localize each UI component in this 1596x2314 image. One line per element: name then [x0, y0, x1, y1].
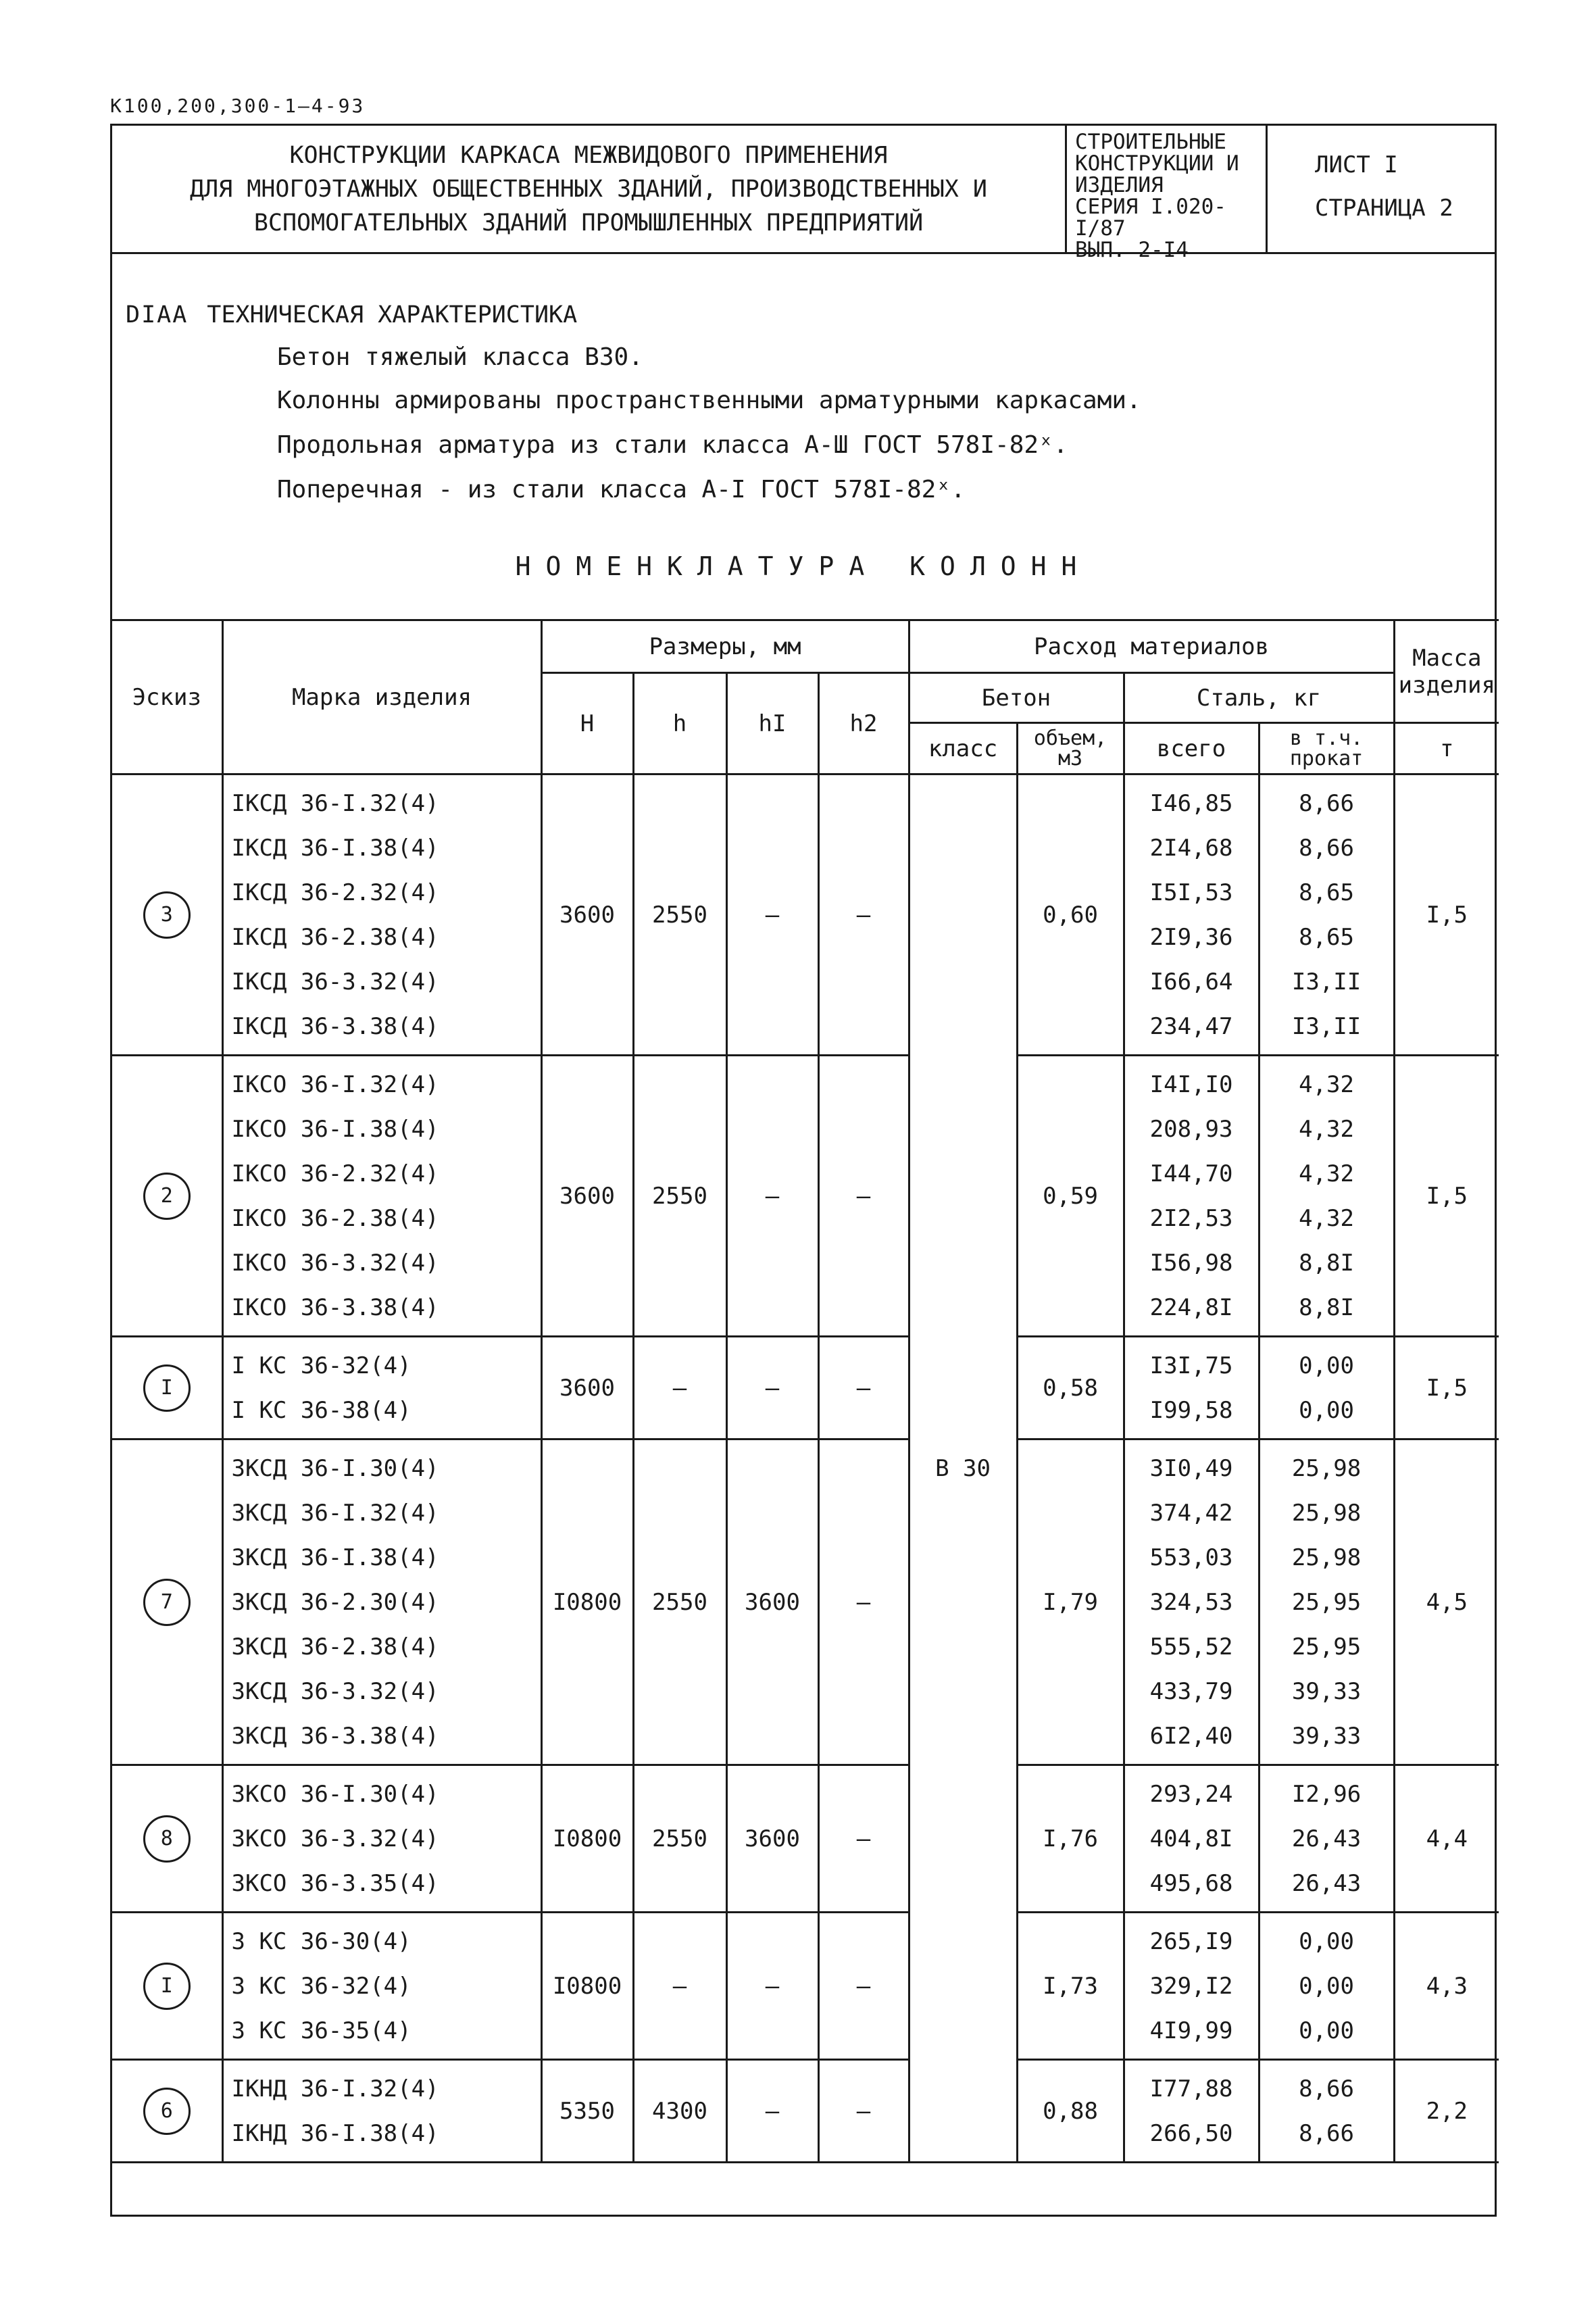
steel-rolled-cell [1259, 774, 1394, 1056]
steel-rolled: 4,32 [1299, 1160, 1354, 1187]
dim-h1: – [765, 901, 780, 929]
dim-h2-cell [818, 1337, 909, 1439]
dim-h2-cell [818, 774, 909, 1056]
product-mark: 3КСД 36-2.38(4) [231, 1633, 439, 1660]
concrete-volume: 0,60 [1043, 901, 1098, 929]
dim-h-cell [633, 1439, 726, 1765]
steel-rolled: 8,65 [1299, 923, 1354, 951]
steel-rolled: 0,00 [1299, 1396, 1354, 1424]
table-row [112, 1056, 1499, 1337]
dim-h1-cell [726, 1056, 818, 1337]
steel-total: 2I4,68 [1149, 834, 1233, 862]
steel-rolled-cell [1259, 2060, 1394, 2163]
mass-cell [1394, 2060, 1499, 2163]
steel-total: 433,79 [1149, 1677, 1233, 1705]
dim-h: – [672, 1374, 687, 1402]
spec-line: Продольная арматура из стали класса А-Ш ГОСТ 578I-82ˣ. [277, 431, 1068, 459]
steel-rolled: 0,00 [1299, 1927, 1354, 1955]
title-line: КОНСТРУКЦИИ КАРКАСА МЕЖВИДОВОГО ПРИМЕНЕНИЯ [289, 141, 888, 169]
steel-total: 329,I2 [1149, 1972, 1233, 2000]
sketch-cell [112, 1913, 222, 2060]
steel-rolled: 25,98 [1291, 1454, 1362, 1482]
dim-h1: – [765, 1374, 780, 1402]
steel-rolled: 25,98 [1291, 1499, 1362, 1527]
dim-h1-cell [726, 774, 818, 1056]
product-mark: I КС 36-32(4) [231, 1352, 412, 1379]
volume-cell [1017, 1056, 1124, 1337]
steel-total-cell [1124, 1337, 1259, 1439]
dim-h: 2550 [652, 1182, 707, 1210]
mass-cell [1394, 1765, 1499, 1913]
volume-cell [1017, 1913, 1124, 2060]
dim-h1-cell [726, 1337, 818, 1439]
steel-total: I5I,53 [1149, 879, 1233, 906]
sketch-number: 2 [143, 1173, 191, 1220]
product-mass: 2,2 [1426, 2097, 1468, 2125]
sketch-number: 8 [143, 1815, 191, 1863]
steel-total: 3I0,49 [1149, 1454, 1233, 1482]
marks-cell [222, 774, 541, 1056]
dim-h2: – [856, 2097, 871, 2125]
mass-cell [1394, 1056, 1499, 1337]
dim-H-cell [541, 1337, 633, 1439]
steel-total-cell [1124, 774, 1259, 1056]
header-mass-unit: т [1394, 723, 1499, 774]
concrete-class-cell [909, 774, 1017, 2163]
steel-total: I3I,75 [1149, 1352, 1233, 1379]
header-h: h [633, 673, 726, 774]
series-line: ИЗДЕЛИЯ [1075, 173, 1164, 197]
sketch-number: I [143, 1364, 191, 1412]
steel-rolled-cell [1259, 1765, 1394, 1913]
dim-h2: – [856, 1374, 871, 1402]
dim-h-cell [633, 1765, 726, 1913]
steel-rolled: 8,8I [1299, 1249, 1354, 1277]
product-mark: 3 КС 36-35(4) [231, 2017, 412, 2044]
steel-total-cell [1124, 1765, 1259, 1913]
dim-h-cell [633, 1913, 726, 2060]
product-mass: 4,5 [1426, 1588, 1468, 1616]
series-line: СЕРИЯ I.020-I/87 [1075, 195, 1226, 241]
steel-total: 234,47 [1149, 1012, 1233, 1040]
dim-H: I0800 [552, 1825, 622, 1852]
section-heading [126, 301, 577, 328]
product-mark: IКСО 36-I.38(4) [231, 1115, 439, 1143]
mass-cell [1394, 1337, 1499, 1439]
dim-h2-cell [818, 1913, 909, 2060]
dim-h1-cell [726, 1765, 818, 1913]
dim-h-cell [633, 774, 726, 1056]
steel-rolled: I2,96 [1291, 1780, 1362, 1808]
header-volume: объем, м3 [1017, 723, 1124, 774]
table-row [112, 1337, 1499, 1439]
product-mark: 3КСО 36-3.35(4) [231, 1869, 439, 1897]
steel-rolled-cell [1259, 1439, 1394, 1765]
steel-total-cell [1124, 1056, 1259, 1337]
marks-cell [222, 1765, 541, 1913]
dim-h2: – [856, 1182, 871, 1210]
header-steel: Сталь, кг [1124, 673, 1394, 723]
product-mark: IКСД 36-3.32(4) [231, 968, 439, 995]
dim-H: I0800 [552, 1972, 622, 2000]
product-mark: IКНД 36-I.32(4) [231, 2075, 439, 2102]
dim-H-cell [541, 1439, 633, 1765]
dim-H-cell [541, 1913, 633, 2060]
dim-h1: – [765, 2097, 780, 2125]
dim-h-cell [633, 2060, 726, 2163]
table-row [112, 1913, 1499, 2060]
series-block [1065, 126, 1268, 262]
dim-h1: 3600 [745, 1588, 800, 1616]
steel-total: 2I2,53 [1149, 1204, 1233, 1232]
dim-h: 2550 [652, 1825, 707, 1852]
product-mark: IКСД 36-2.32(4) [231, 879, 439, 906]
dim-h-cell [633, 1337, 726, 1439]
mass-cell [1394, 774, 1499, 1056]
volume-cell [1017, 774, 1124, 1056]
product-mark: IКСД 36-I.38(4) [231, 834, 439, 862]
steel-rolled: 4,32 [1299, 1204, 1354, 1232]
title-line: ВСПОМОГАТЕЛЬНЫХ ЗДАНИЙ ПРОМЫШЛЕННЫХ ПРЕДПРИЯТИЙ [253, 209, 924, 237]
spec-line: Колонны армированы пространственными арматурными каркасами. [277, 387, 1141, 414]
sketch-number: I [143, 1963, 191, 2010]
product-mark: 3КСО 36-3.32(4) [231, 1825, 439, 1852]
product-mark: IКСО 36-2.38(4) [231, 1204, 439, 1232]
product-mark: IКСО 36-I.32(4) [231, 1070, 439, 1098]
table-body [112, 774, 1499, 2163]
steel-total: I66,64 [1149, 968, 1233, 995]
volume-cell [1017, 1765, 1124, 1913]
steel-total: 208,93 [1149, 1115, 1233, 1143]
table-row [112, 1439, 1499, 1765]
steel-total: 293,24 [1149, 1780, 1233, 1808]
steel-total-cell [1124, 1439, 1259, 1765]
sketch-cell [112, 2060, 222, 2163]
nomenclature-table [112, 619, 1499, 2163]
table-row [112, 1765, 1499, 1913]
steel-rolled: 26,43 [1291, 1869, 1362, 1897]
dim-h2-cell [818, 2060, 909, 2163]
steel-total: 555,52 [1149, 1633, 1233, 1660]
steel-total: 4I9,99 [1149, 2017, 1233, 2044]
header-H: H [541, 673, 633, 774]
product-mass: 4,3 [1426, 1972, 1468, 2000]
steel-rolled: 26,43 [1291, 1825, 1362, 1852]
header-class: класс [909, 723, 1017, 774]
concrete-volume: I,76 [1043, 1825, 1098, 1852]
header-rolled: в т.ч. прокат [1259, 723, 1394, 774]
steel-rolled: 0,00 [1299, 2017, 1354, 2044]
product-mark: 3 КС 36-32(4) [231, 1972, 412, 2000]
product-mark: 3КСД 36-2.30(4) [231, 1588, 439, 1616]
steel-rolled: 8,66 [1299, 2119, 1354, 2147]
concrete-volume: I,73 [1043, 1972, 1098, 2000]
nomenclature-title: НОМЕНКЛАТУРА КОЛОНН [515, 551, 1092, 581]
steel-rolled: 8,66 [1299, 834, 1354, 862]
dim-h2: – [856, 901, 871, 929]
sketch-cell [112, 1337, 222, 1439]
concrete-volume: 0,58 [1043, 1374, 1098, 1402]
volume-cell [1017, 1439, 1124, 1765]
section-mark: DIAA [126, 301, 189, 328]
dim-h2: – [856, 1972, 871, 2000]
product-mark: 3КСД 36-I.30(4) [231, 1454, 439, 1482]
concrete-volume: 0,88 [1043, 2097, 1098, 2125]
product-mark: IКСО 36-3.38(4) [231, 1294, 439, 1321]
spec-line: Бетон тяжелый класса В30. [277, 343, 643, 371]
dim-h1-cell [726, 1439, 818, 1765]
steel-rolled: 0,00 [1299, 1972, 1354, 2000]
header-concrete: Бетон [909, 673, 1124, 723]
dim-h2-cell [818, 1056, 909, 1337]
steel-total: 495,68 [1149, 1869, 1233, 1897]
table-row [112, 774, 1499, 1056]
dim-h: – [672, 1972, 687, 2000]
steel-rolled: 25,95 [1291, 1588, 1362, 1616]
steel-rolled: 0,00 [1299, 1352, 1354, 1379]
sketch-number: 7 [143, 1579, 191, 1626]
volume-cell [1017, 2060, 1124, 2163]
header-consumption: Расход материалов [909, 620, 1394, 673]
dim-h1-cell [726, 2060, 818, 2163]
marks-cell [222, 1439, 541, 1765]
title-block [112, 126, 1495, 262]
dim-h1: – [765, 1182, 780, 1210]
product-mass: I,5 [1426, 1182, 1468, 1210]
title-line: ДЛЯ МНОГОЭТАЖНЫХ ОБЩЕСТВЕННЫХ ЗДАНИЙ, ПРОИЗВОДСТВЕННЫХ И [189, 175, 988, 203]
header-total: всего [1124, 723, 1259, 774]
dim-H: I0800 [552, 1588, 622, 1616]
product-mark: 3КСД 36-3.32(4) [231, 1677, 439, 1705]
steel-rolled: 8,65 [1299, 879, 1354, 906]
steel-total: 324,53 [1149, 1588, 1233, 1616]
series-line: СТРОИТЕЛЬНЫЕ [1075, 130, 1226, 154]
dim-h: 2550 [652, 901, 707, 929]
steel-rolled: 4,32 [1299, 1070, 1354, 1098]
dim-H: 5350 [559, 2097, 615, 2125]
volume-cell [1017, 1337, 1124, 1439]
steel-total: 404,8I [1149, 1825, 1233, 1852]
steel-rolled-cell [1259, 1913, 1394, 2060]
product-mark: 3КСО 36-I.30(4) [231, 1780, 439, 1808]
product-mark: 3КСД 36-3.38(4) [231, 1722, 439, 1750]
drawing-frame [110, 124, 1497, 2217]
dim-H-cell [541, 1765, 633, 1913]
dim-H-cell [541, 1056, 633, 1337]
steel-total: I99,58 [1149, 1396, 1233, 1424]
dim-h-cell [633, 1056, 726, 1337]
document-code: К100,200,300-1—4-93 [110, 95, 366, 117]
steel-rolled: 39,33 [1291, 1677, 1362, 1705]
marks-cell [222, 1913, 541, 2060]
sheet-block [1268, 126, 1495, 252]
header-h2: h2 [818, 673, 909, 774]
dim-H-cell [541, 2060, 633, 2163]
steel-total: 2I9,36 [1149, 923, 1233, 951]
header-mark: Марка изделия [222, 620, 541, 774]
document-title [112, 126, 1065, 252]
steel-total-cell [1124, 2060, 1259, 2163]
dim-h: 4300 [652, 2097, 707, 2125]
table-row [112, 2060, 1499, 2163]
dim-H: 3600 [559, 901, 615, 929]
dim-h2: – [856, 1588, 871, 1616]
marks-cell [222, 2060, 541, 2163]
dim-H-cell [541, 774, 633, 1056]
series-line: КОНСТРУКЦИИ И [1075, 151, 1239, 176]
product-mark: IКСО 36-2.32(4) [231, 1160, 439, 1187]
sheet-number: ЛИСТ I [1315, 151, 1398, 178]
steel-total: 224,8I [1149, 1294, 1233, 1321]
section-title: ТЕХНИЧЕСКАЯ ХАРАКТЕРИСТИКА [207, 301, 578, 328]
steel-rolled: 4,32 [1299, 1115, 1354, 1143]
product-mark: 3КСД 36-I.38(4) [231, 1544, 439, 1571]
steel-rolled: 39,33 [1291, 1722, 1362, 1750]
product-mark: IКСД 36-2.38(4) [231, 923, 439, 951]
mass-cell [1394, 1913, 1499, 2060]
steel-total: I4I,I0 [1149, 1070, 1233, 1098]
dim-h1: 3600 [745, 1825, 800, 1852]
marks-cell [222, 1337, 541, 1439]
steel-total: 374,42 [1149, 1499, 1233, 1527]
steel-total: I46,85 [1149, 789, 1233, 817]
dim-h1-cell [726, 1913, 818, 2060]
steel-rolled-cell [1259, 1056, 1394, 1337]
dim-H: 3600 [559, 1182, 615, 1210]
steel-rolled-cell [1259, 1337, 1394, 1439]
dim-h: 2550 [652, 1588, 707, 1616]
mass-cell [1394, 1439, 1499, 1765]
header-sketch: Эскиз [112, 620, 222, 774]
sketch-cell [112, 1765, 222, 1913]
steel-total: 266,50 [1149, 2119, 1233, 2147]
product-mark: 3КСД 36-I.32(4) [231, 1499, 439, 1527]
steel-rolled: 8,8I [1299, 1294, 1354, 1321]
steel-total: 6I2,40 [1149, 1722, 1233, 1750]
sketch-cell [112, 1056, 222, 1337]
sketch-number: 3 [143, 891, 191, 939]
steel-total: I56,98 [1149, 1249, 1233, 1277]
page-number: СТРАНИЦА 2 [1315, 195, 1453, 222]
sketch-cell [112, 1439, 222, 1765]
steel-rolled: 25,98 [1291, 1544, 1362, 1571]
steel-total: 265,I9 [1149, 1927, 1233, 1955]
marks-cell [222, 1056, 541, 1337]
concrete-volume: 0,59 [1043, 1182, 1098, 1210]
header-dimensions: Размеры, мм [541, 620, 909, 673]
product-mark: IКСД 36-3.38(4) [231, 1012, 439, 1040]
header-h1: hI [726, 673, 818, 774]
series-line: ВЫП. 2-I4 [1075, 238, 1189, 262]
product-mark: I КС 36-38(4) [231, 1396, 412, 1424]
header-mass: Масса изделия [1394, 620, 1499, 723]
product-mark: IКСО 36-3.32(4) [231, 1249, 439, 1277]
product-mass: 4,4 [1426, 1825, 1468, 1852]
concrete-volume: I,79 [1043, 1588, 1098, 1616]
product-mass: I,5 [1426, 1374, 1468, 1402]
dim-h2-cell [818, 1439, 909, 1765]
product-mark: IКНД 36-I.38(4) [231, 2119, 439, 2147]
sketch-number: 6 [143, 2088, 191, 2135]
steel-rolled: I3,II [1291, 1012, 1362, 1040]
sketch-cell [112, 774, 222, 1056]
spec-line: Поперечная - из стали класса А-I ГОСТ 578I-82ˣ. [277, 476, 966, 503]
dim-h2: – [856, 1825, 871, 1852]
product-mass: I,5 [1426, 901, 1468, 929]
dim-h2-cell [818, 1765, 909, 1913]
dim-h1: – [765, 1972, 780, 2000]
product-mark: 3 КС 36-30(4) [231, 1927, 412, 1955]
steel-rolled: 8,66 [1299, 789, 1354, 817]
product-mark: IКСД 36-I.32(4) [231, 789, 439, 817]
steel-total: I44,70 [1149, 1160, 1233, 1187]
steel-total: I77,88 [1149, 2075, 1233, 2102]
dim-H: 3600 [559, 1374, 615, 1402]
steel-rolled: 25,95 [1291, 1633, 1362, 1660]
steel-total-cell [1124, 1913, 1259, 2060]
steel-rolled: I3,II [1291, 968, 1362, 995]
steel-total: 553,03 [1149, 1544, 1233, 1571]
concrete-class: В 30 [935, 1454, 991, 1482]
steel-rolled: 8,66 [1299, 2075, 1354, 2102]
